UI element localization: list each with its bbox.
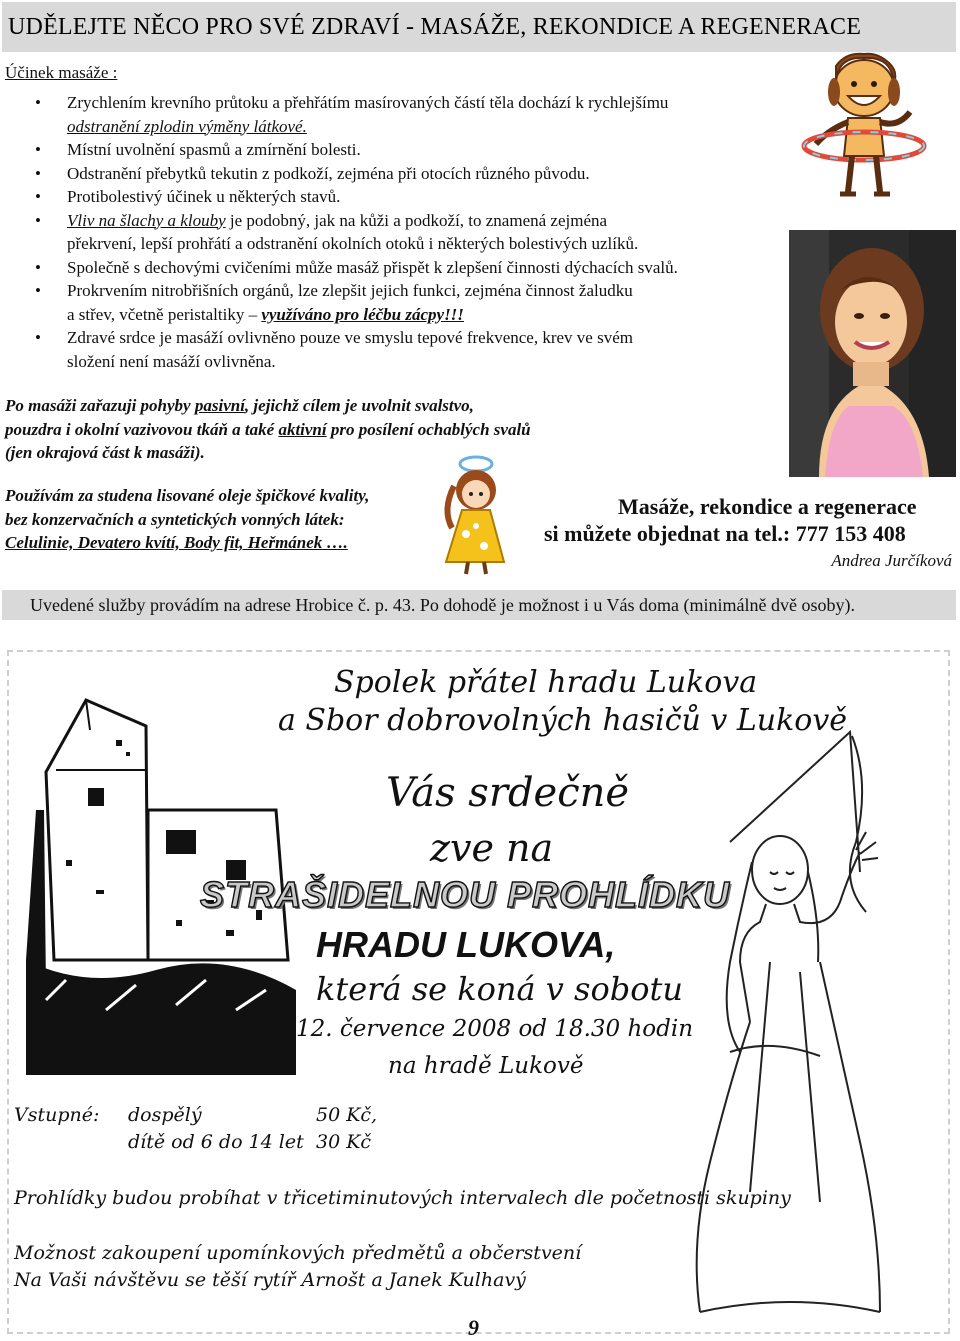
invitation-shop-note: Možnost zakoupení upomínkových předmětů a občerstvení xyxy=(14,1242,582,1264)
bullet-icon: • xyxy=(35,257,41,277)
list-item-text: Společně s dechovými cvičeními může masáž přispět k zlepšení činnosti dýchacích svalů. xyxy=(67,257,678,277)
bullet-icon: • xyxy=(35,187,41,206)
contact-name: Andrea Jurčíková xyxy=(831,551,952,570)
oil-names: Celulinie, Devatero kvítí, Body fit, Heřmánek …. xyxy=(5,533,348,552)
paragraph-text: pouzdra i okolní vazivovou tkáň a také xyxy=(5,419,279,439)
list-item xyxy=(35,91,795,138)
fee-label: Vstupné: xyxy=(14,1104,100,1126)
list-item xyxy=(35,185,795,209)
invitation-invites: zve na xyxy=(430,826,554,870)
invitation-greeting: Vás srdečně xyxy=(386,770,630,816)
bullet-icon: • xyxy=(35,281,41,300)
paragraph-emphasis: pasivní xyxy=(194,396,245,415)
hula-hoop-girl-clipart xyxy=(798,52,930,200)
list-item-text: složení není masáží ovlivněna. xyxy=(67,351,276,371)
list-item-text: Protibolestivý účinek u některých stavů. xyxy=(67,187,341,206)
list-item-emphasis: využíváno pro léčbu zácpy!!! xyxy=(261,304,464,324)
list-item-text: Odstranění přebytků tekutin z podkoží, zejména při otocích různého původu. xyxy=(67,163,590,183)
list-item-text: a střev, včetně peristaltiky – xyxy=(67,304,262,324)
fee-child-price: 30 Kč xyxy=(316,1131,372,1153)
list-item xyxy=(35,138,795,162)
page-number: 9 xyxy=(468,1315,479,1340)
invitation-event-title: STRAŠIDELNOU PROHLÍDKU xyxy=(200,874,731,915)
list-item xyxy=(35,162,795,186)
invitation-hosts: Na Vaši návštěvu se těší rytíř Arnošt a Janek Kulhavý xyxy=(14,1269,526,1291)
list-item-text: překrvení, lepší prohřátí a odstranění okolních otoků i některých bolestivých uzlíků. xyxy=(67,234,639,253)
post-massage-paragraph xyxy=(5,394,625,465)
paragraph-emphasis: aktivní xyxy=(278,419,327,439)
invitation-organizer-1: Spolek přátel hradu Lukova xyxy=(334,665,758,700)
list-item xyxy=(35,326,795,373)
invitation-organizer-2: a Sbor dobrovolných hasičů v Lukově xyxy=(278,703,848,738)
list-item xyxy=(35,279,795,326)
paragraph-text: , jejichž cílem je uvolnit svalstvo, xyxy=(244,396,474,415)
contact-phone-line: si můžete objednat na tel.: 777 153 408 xyxy=(544,521,906,546)
list-item xyxy=(35,209,795,256)
invitation-when-intro: která se koná v sobotu xyxy=(316,970,683,1008)
address-text: Uvedené služby provádím na adrese Hrobice č. p. 43. Po dohodě je možnost i u Vás doma (minimálně dvě osoby). xyxy=(30,595,855,615)
list-item-text: Prokrvením nitrobřišních orgánů, lze zlepšit jejich funkci, zejména činnost žaludku xyxy=(67,281,633,300)
effects-label: Účinek masáže : xyxy=(5,63,118,82)
list-item-text: Místní uvolnění spasmů a zmírnění bolesti. xyxy=(67,140,361,159)
bullet-icon: • xyxy=(35,163,41,183)
list-item-lead: Vliv na šlachy a klouby xyxy=(67,210,226,230)
fee-adult-price: 50 Kč, xyxy=(316,1104,378,1126)
page-title: UDĚLEJTE NĚCO PRO SVÉ ZDRAVÍ - MASÁŽE, REKONDICE A REGENERACE xyxy=(8,14,862,40)
paragraph-text: Používám za studena lisované oleje špičkové kvality, xyxy=(5,486,370,505)
contact-line: Masáže, rekondice a regenerace xyxy=(618,494,917,519)
invitation-date: 12. července 2008 od 18.30 hodin xyxy=(296,1016,694,1042)
paragraph-text: bez konzervačních a syntetických vonných látek: xyxy=(5,509,345,529)
bullet-icon: • xyxy=(35,328,41,347)
list-item-text: Zrychlením krevního průtoku a přehřátím masírovaných částí těla dochází k rychlejšímu xyxy=(67,93,669,112)
oils-paragraph xyxy=(5,484,425,555)
bullet-icon: • xyxy=(35,93,41,112)
fee-adult-label: dospělý xyxy=(128,1104,202,1126)
paragraph-text: pro posílení ochablých svalů xyxy=(326,419,531,439)
list-item-text: Zdravé srdce je masáží ovlivněno pouze ve smyslu tepové frekvence, krev ve svém xyxy=(67,328,633,347)
bullet-icon: • xyxy=(35,210,41,230)
list-item-text: je podobný, jak na kůži a podkoží, to znamená zejména xyxy=(225,210,608,230)
invitation-location: na hradě Lukově xyxy=(388,1053,584,1079)
paragraph-text: (jen okrajová část k masáži). xyxy=(5,443,205,462)
paragraph-text: Po masáži zařazuji pohyby xyxy=(5,396,195,415)
invitation-tours-note: Prohlídky budou probíhat v třicetiminutových intervalech dle početnosti skupiny xyxy=(14,1187,791,1209)
list-item-emphasis: odstranění zplodin výměny látkové. xyxy=(67,116,307,136)
castle-drawing xyxy=(26,660,306,1075)
princess-drawing xyxy=(670,722,910,1322)
angel-girl-clipart xyxy=(432,450,518,578)
bullet-icon: • xyxy=(35,140,41,159)
list-item xyxy=(35,256,795,280)
portrait-photo xyxy=(789,230,956,477)
invitation-event-place: HRADU LUKOVA, xyxy=(316,924,616,965)
fee-child-label: dítě od 6 do 14 let xyxy=(128,1131,304,1153)
effects-list xyxy=(35,91,795,373)
